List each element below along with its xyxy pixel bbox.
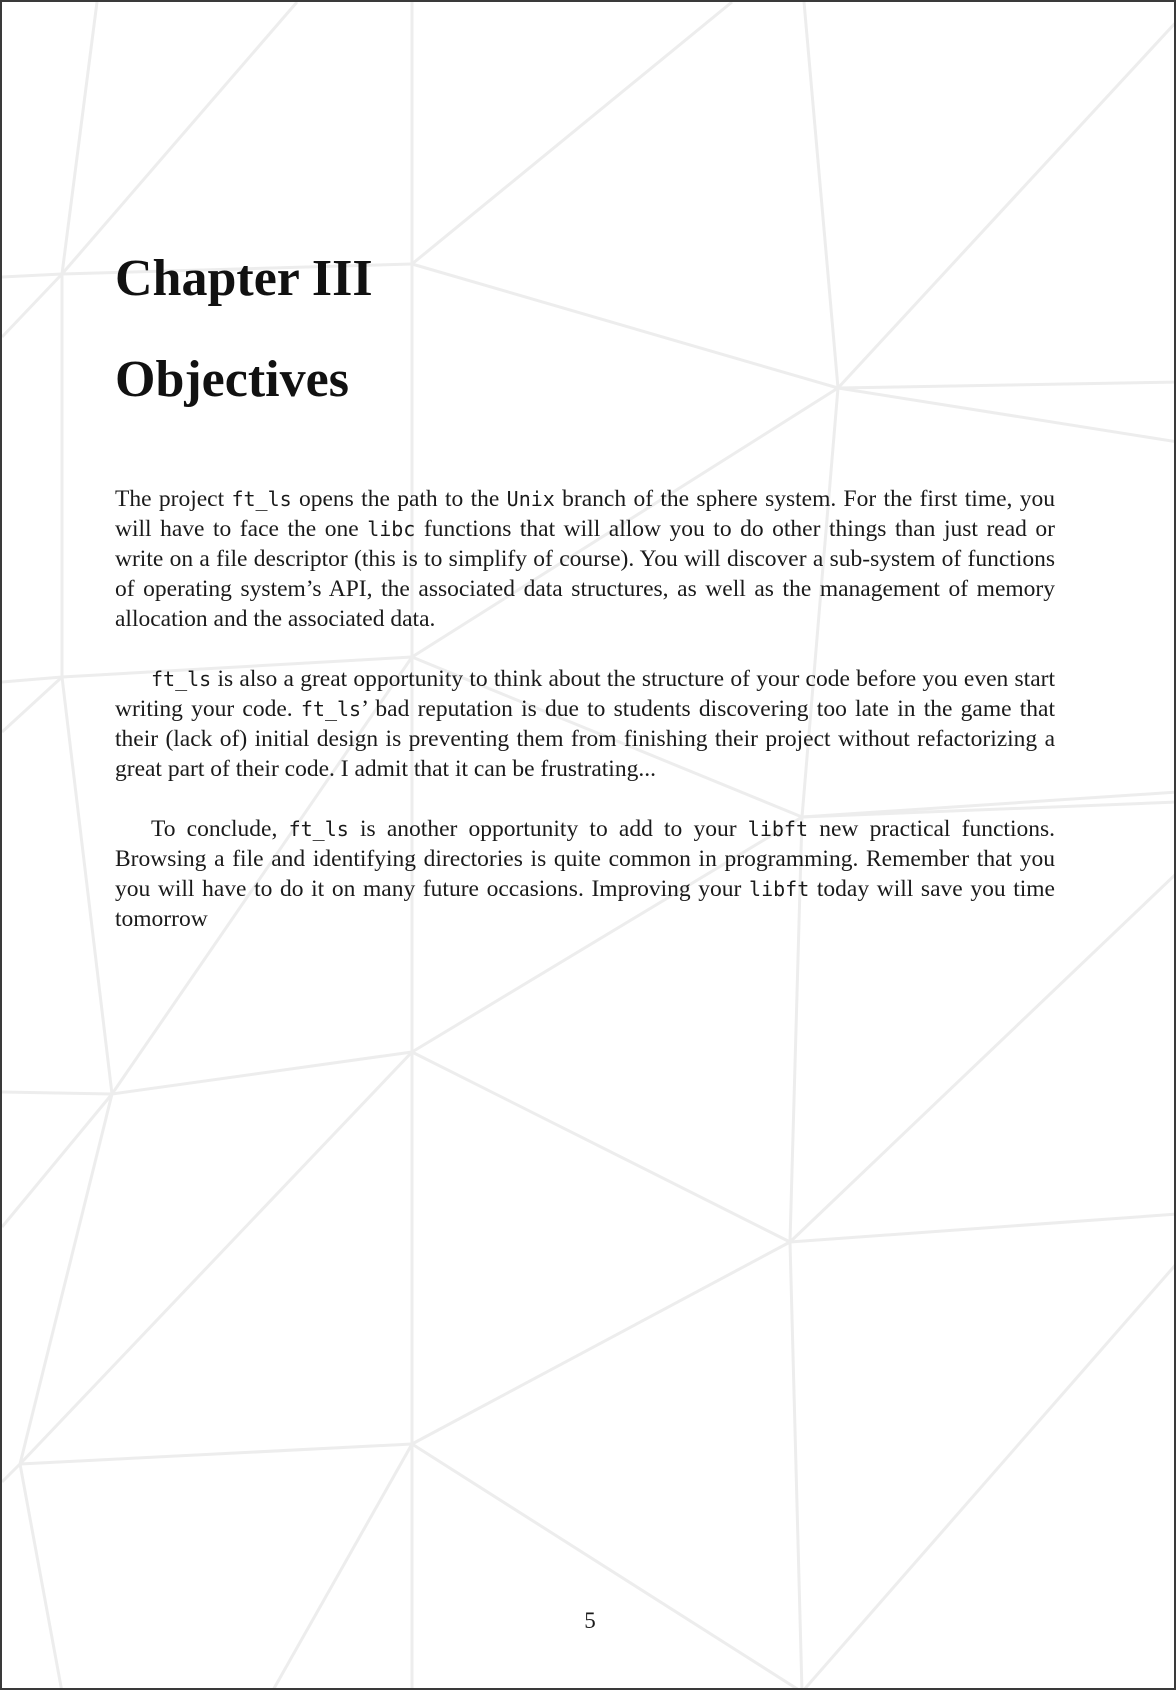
chapter-title: Objectives <box>115 351 349 409</box>
text-run: functions that will allow you to do other things than just read or write on a file descriptor (this is to simplify of course). You will discover a sub-system of functions of operating system’s API, the associated data structures, as well as the management of memory allocation and the associated data. <box>115 516 1055 633</box>
paragraph-design <box>115 664 1055 784</box>
inline-code: ft_ls <box>300 697 362 722</box>
inline-code: ft_ls <box>151 667 212 692</box>
page-number: 5 <box>584 1608 596 1633</box>
body-text <box>115 484 1055 934</box>
text-run: To conclude, <box>151 816 289 843</box>
text-run: is another opportunity to add to your <box>348 816 748 843</box>
text-run: The project <box>115 486 232 513</box>
inline-code: libft <box>747 817 809 842</box>
text-run: today will save you time tomorrow <box>115 876 1055 933</box>
inline-code: ft_ls <box>231 487 292 512</box>
text-run: opens the path to the <box>291 486 507 513</box>
inline-code: ft_ls <box>288 817 349 842</box>
inline-code: Unix <box>506 487 555 512</box>
chapter-label: Chapter III <box>115 250 373 307</box>
text-run: is also a great opportunity to think about the structure of your code before you even start writing your code. <box>115 666 1055 723</box>
text-run: new practical functions. Browsing a file and identifying directories is quite common in programming. Remember that you you will have to do it on many future occasions. Improving your <box>115 816 1055 903</box>
text-run: branch of the sphere system. For the first time, you will have to face the one <box>115 486 1056 543</box>
inline-code: libft <box>749 877 810 902</box>
paragraph-conclusion <box>115 814 1055 934</box>
text-run: ’ bad reputation is due to students discovering too late in the game that their (lack of) initial design is preventing them from finishing their project without refactorizing a great part of their code. I admit that it can be frustrating... <box>115 696 1055 783</box>
page-content <box>115 250 1055 964</box>
paragraph-intro <box>115 484 1055 634</box>
inline-code: libc <box>367 517 416 542</box>
